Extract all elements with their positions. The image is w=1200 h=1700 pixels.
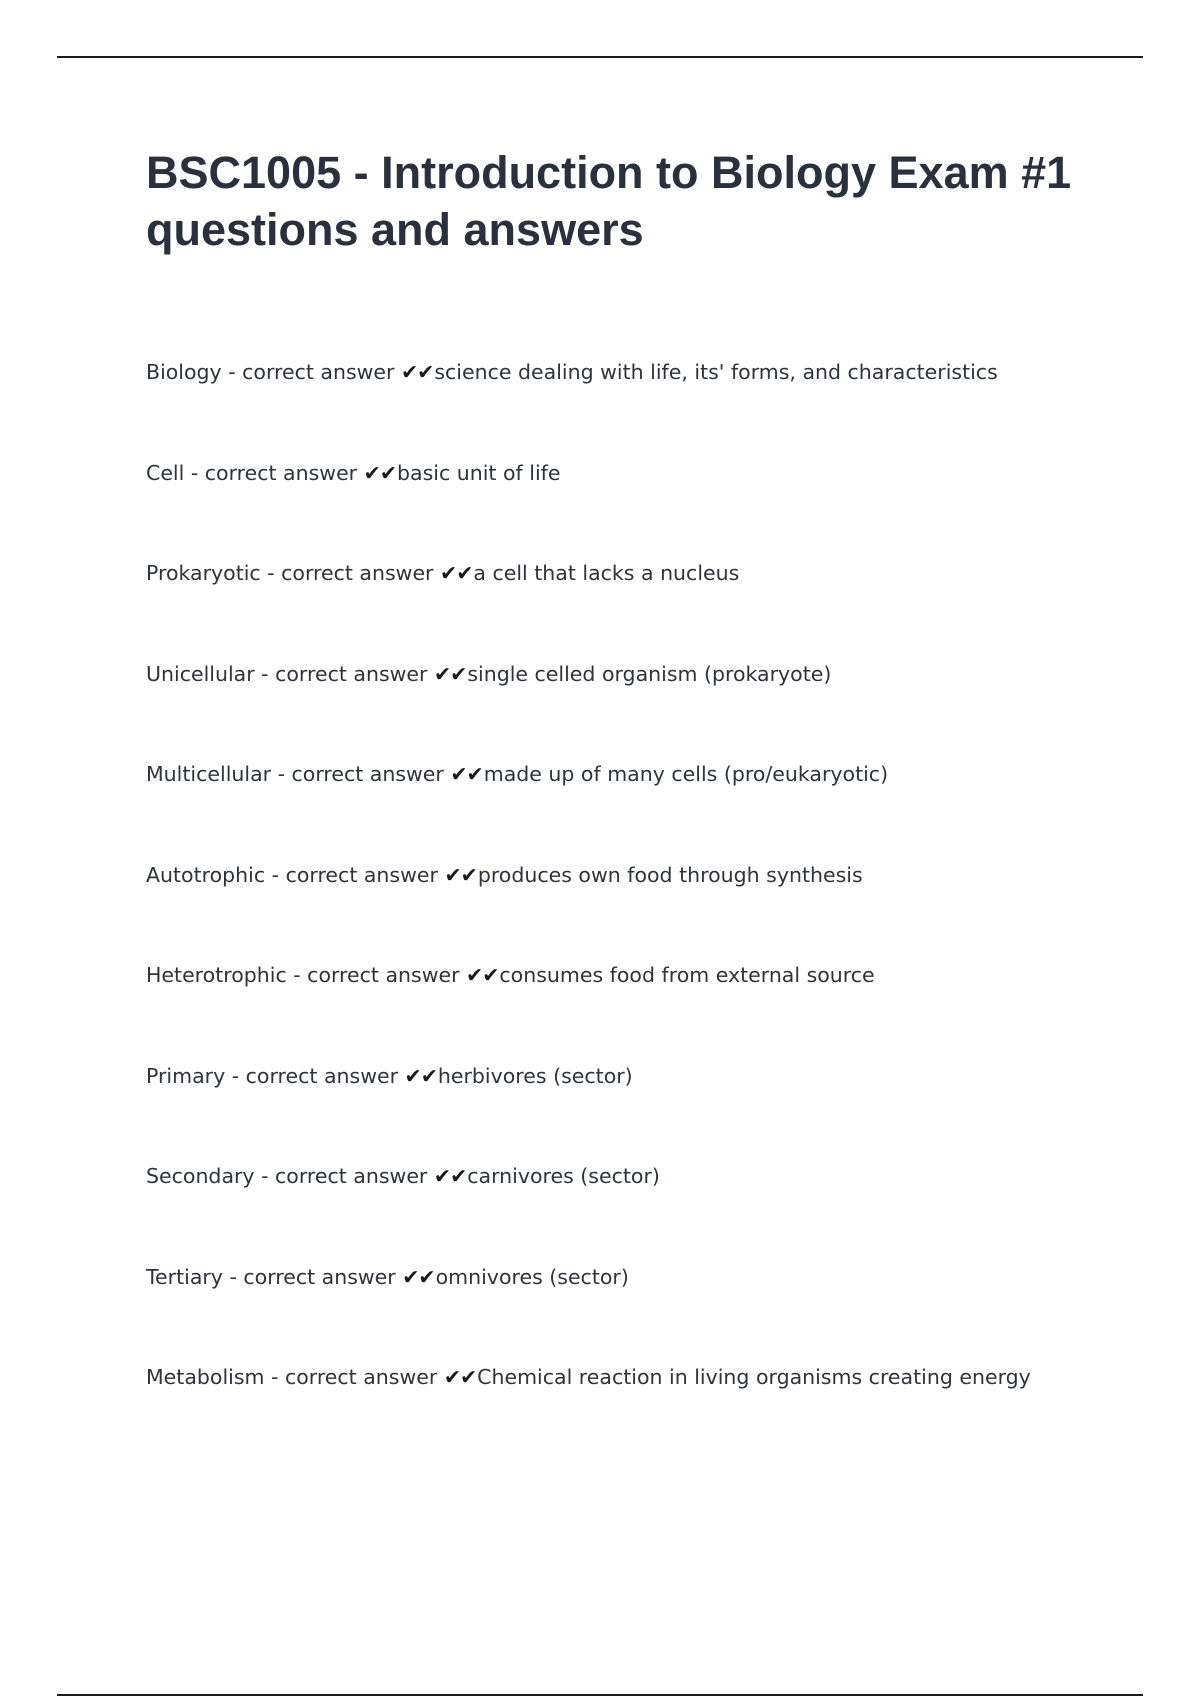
qa-term: Metabolism xyxy=(146,1365,265,1389)
qa-separator: - xyxy=(260,561,282,585)
qa-answer: produces own food through synthesis xyxy=(477,862,863,887)
qa-answer: made up of many cells (pro/eukaryotic) xyxy=(483,762,889,786)
qa-answer: consumes food from external source xyxy=(499,963,875,987)
qa-marker: correct answer xyxy=(285,862,438,887)
qa-marker: correct answer xyxy=(307,963,460,987)
qa-term: Tertiary xyxy=(146,1264,223,1289)
qa-term: Prokaryotic xyxy=(146,561,261,585)
bottom-rule xyxy=(57,1694,1143,1696)
qa-item xyxy=(146,656,1146,757)
qa-term: Multicellular xyxy=(146,762,272,786)
check-marks-icon: ✔✔ xyxy=(402,1264,435,1289)
qa-term: Cell xyxy=(146,460,185,485)
qa-term: Secondary xyxy=(146,1164,255,1188)
check-marks-icon: ✔✔ xyxy=(444,862,477,887)
check-marks-icon: ✔✔ xyxy=(443,1365,477,1389)
qa-item xyxy=(146,1158,1146,1259)
qa-term: Autotrophic xyxy=(146,862,266,887)
qa-item xyxy=(146,1359,1146,1460)
qa-separator: - xyxy=(254,661,276,686)
qa-item xyxy=(146,1259,1146,1360)
qa-separator: - xyxy=(286,963,308,987)
qa-answer: single celled organism (prokaryote) xyxy=(467,661,832,686)
qa-separator: - xyxy=(222,1264,244,1289)
qa-term: Primary xyxy=(146,1063,226,1088)
qa-item xyxy=(146,857,1146,958)
qa-marker: correct answer xyxy=(284,1365,438,1389)
check-marks-icon: ✔✔ xyxy=(440,561,473,585)
qa-separator: - xyxy=(184,460,205,485)
qa-marker: correct answer xyxy=(242,360,395,384)
check-marks-icon: ✔✔ xyxy=(363,460,396,485)
check-marks-icon: ✔✔ xyxy=(401,360,434,384)
qa-separator: - xyxy=(264,1365,285,1389)
qa-item xyxy=(146,354,1146,455)
qa-marker: correct answer xyxy=(245,1063,398,1088)
check-marks-icon: ✔✔ xyxy=(466,963,499,987)
qa-separator: - xyxy=(271,762,292,786)
qa-term: Unicellular xyxy=(146,661,255,686)
qa-marker: correct answer xyxy=(275,661,428,686)
qa-item xyxy=(146,555,1146,656)
qa-answer: herbivores (sector) xyxy=(437,1063,633,1088)
qa-answer: science dealing with life, its' forms, and characteristics xyxy=(434,360,998,384)
document-title: BSC1005 - Introduction to Biology Exam #1 questions and answers xyxy=(146,147,1072,255)
qa-separator: - xyxy=(225,1063,246,1088)
qa-marker: correct answer xyxy=(281,561,434,585)
check-marks-icon: ✔✔ xyxy=(433,661,467,686)
qa-item xyxy=(146,1058,1146,1159)
qa-separator: - xyxy=(221,360,243,384)
qa-separator: - xyxy=(265,862,286,887)
qa-term: Biology xyxy=(146,360,222,384)
qa-answer: Chemical reaction in living organisms creating energy xyxy=(477,1365,1031,1389)
qa-marker: correct answer xyxy=(204,460,358,485)
qa-term: Heterotrophic xyxy=(146,963,287,987)
top-rule xyxy=(57,56,1143,58)
qa-item xyxy=(146,957,1146,1058)
qa-answer: a cell that lacks a nucleus xyxy=(473,561,740,585)
qa-answer: basic unit of life xyxy=(397,460,561,485)
check-marks-icon: ✔✔ xyxy=(404,1063,437,1088)
check-marks-icon: ✔✔ xyxy=(450,762,483,786)
check-marks-icon: ✔✔ xyxy=(433,1164,467,1188)
qa-marker: correct answer xyxy=(275,1164,428,1188)
qa-item xyxy=(146,756,1146,857)
qa-answer: omnivores (sector) xyxy=(435,1264,629,1289)
qa-item xyxy=(146,455,1146,556)
qa-answer: carnivores (sector) xyxy=(467,1164,660,1188)
qa-marker: correct answer xyxy=(243,1264,396,1289)
qa-separator: - xyxy=(254,1164,276,1188)
qa-list xyxy=(146,354,1146,1460)
qa-marker: correct answer xyxy=(291,762,444,786)
